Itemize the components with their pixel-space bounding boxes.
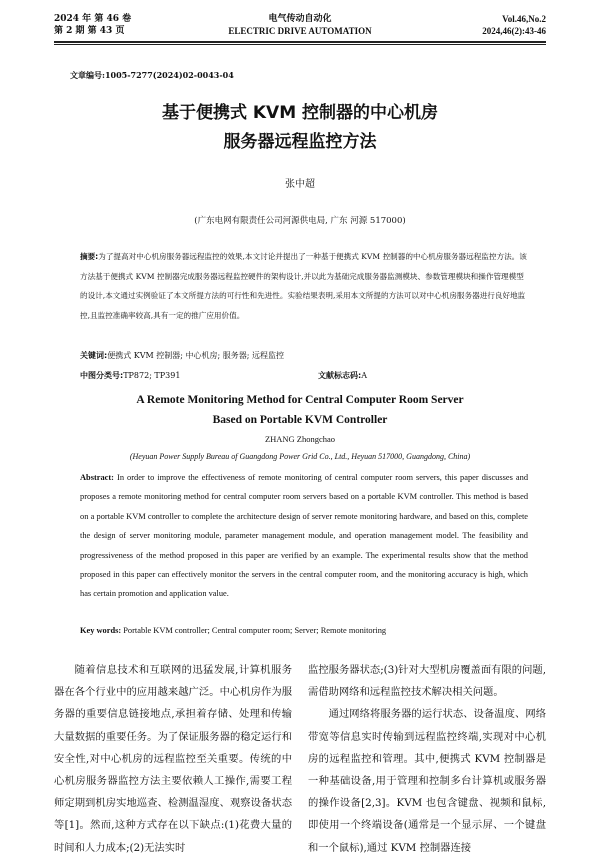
keywords-cn-label: 关键词: bbox=[80, 351, 108, 360]
keywords-en-label: Key words: bbox=[80, 626, 122, 635]
article-id: 文章编号:1005-7277(2024)02-0043-04 bbox=[70, 70, 234, 80]
journal-name-cn: 电气传动自动化 bbox=[268, 14, 332, 24]
classification-number bbox=[80, 370, 180, 381]
keywords-cn bbox=[80, 350, 284, 361]
body-paragraph-1-cont: 监控服务器状态;(3)针对大型机房覆盖面有限的问题,需借助网络和远程监控技术解决相关问题。 bbox=[308, 664, 546, 699]
body-left-column bbox=[54, 659, 292, 859]
abstract-en bbox=[80, 468, 528, 604]
title-cn-line1: 基于便携式 KVM 控制器的中心机房 bbox=[161, 103, 439, 123]
author-cn: 张中超 bbox=[285, 179, 315, 190]
title-en-line2: Based on Portable KVM Controller bbox=[212, 414, 388, 426]
classification-label: 中图分类号: bbox=[80, 371, 124, 380]
keywords-en bbox=[80, 626, 528, 635]
journal-name-en: ELECTRIC DRIVE AUTOMATION bbox=[228, 26, 372, 36]
citation-pages: 2024,46(2):43-46 bbox=[482, 26, 546, 36]
header-rule bbox=[54, 41, 546, 43]
affiliation-en: (Heyuan Power Supply Bureau of Guangdong Power Grid Co., Ltd., Heyuan 517000, Guangdong, China) bbox=[129, 452, 471, 461]
author-en: ZHANG Zhongchao bbox=[264, 434, 336, 444]
document-code-label: 文献标志码: bbox=[318, 371, 362, 380]
title-cn-line2: 服务器远程监控方法 bbox=[223, 132, 377, 152]
body-paragraph-1: 随着信息技术和互联网的迅猛发展,计算机服务器在各个行业中的应用越来越广泛。中心机房作为服务器的重要信息链接地点,承担着存储、处理和传输大量数据的重要任务。为了保证服务器的稳定运行和安全性,对中心机房的远程监控至关重要。传统的中心机房服务器监控方法主要依赖人工操作,需要工程师定期到机房实地巡查、检测温湿度、观察设备状态等[1]。然而,这种方式存在以下缺点:(1)花费大量的时间和人力成本;(2)无法实时 bbox=[54, 664, 292, 854]
journal-issue-page: 第 2 期 第 43 页 bbox=[54, 26, 125, 36]
abstract-en-text: In order to improve the effectiveness of remote monitoring of central computer room servers, this paper discusses and proposes a remote monitoring method for central computer room servers based on a portable KVM controller. This method is based on a portable KVM controller to complete the architecture design of server remote monitoring hardware, and based on this, complete the design of server monitoring module, parameter management module, and operation management model. The feasibility and progressiveness of the method proposed in this paper are verified by an example. The experimental results show that the method proposed in this paper can effectively monitor the servers in the central computer room, and the monitoring accuracy is high, which has certain promotion and application value. bbox=[80, 473, 529, 599]
keywords-cn-text: 便携式 KVM 控制器; 中心机房; 服务器; 远程监控 bbox=[107, 351, 284, 360]
abstract-cn bbox=[80, 247, 528, 325]
affiliation-cn: (广东电网有限责任公司河源供电局, 广东 河源 517000) bbox=[194, 216, 406, 226]
volume-number: Vol.46,No.2 bbox=[502, 14, 546, 24]
title-en-line1: A Remote Monitoring Method for Central Computer Room Server bbox=[136, 394, 464, 406]
journal-year-volume: 2024 年 第 46 卷 bbox=[54, 14, 132, 24]
header-rule-thin bbox=[54, 44, 546, 45]
keywords-en-text: Portable KVM controller; Central computer room; Server; Remote monitoring bbox=[123, 626, 387, 635]
abstract-cn-label: 摘要: bbox=[80, 252, 99, 261]
body-right-column bbox=[308, 659, 546, 859]
abstract-cn-text: 为了提高对中心机房服务器远程监控的效果,本文讨论并提出了一种基于便携式 KVM 控制器的中心机房服务器远程监控方法。该方法基于便携式 KVM 控制器完成服务器远程监控硬件的架构设计,并以此为基础完成服务器监测模块、参数管理模块和操作管理模型的设计,本文通过实例验证了本文所提方法的可行性和先进性。实验结果表明,采用本文所提的方法可以对中心机房服务器进行良好地监控,且监控准确率较高,具有一定的推广应用价值。 bbox=[80, 252, 527, 320]
classification-value: TP872; TP391 bbox=[123, 371, 181, 380]
body-paragraph-2: 通过网络将服务器的运行状态、设备温度、网络带宽等信息实时传输到远程监控终端,实现对中心机房的远程监控和管理。其中,便携式 KVM 控制器是一种基础设备,用于管理和控制多台计算机或服务器的操作设备[2,3]。KVM 也包含键盘、视频和鼠标,即使用一个终端设备(通常是一个显示屏、一个键盘和一个鼠标),通过 KVM 控制器连接 bbox=[308, 708, 546, 854]
document-code bbox=[318, 370, 367, 381]
document-code-value: A bbox=[361, 371, 367, 380]
abstract-en-label: Abstract: bbox=[80, 473, 114, 482]
